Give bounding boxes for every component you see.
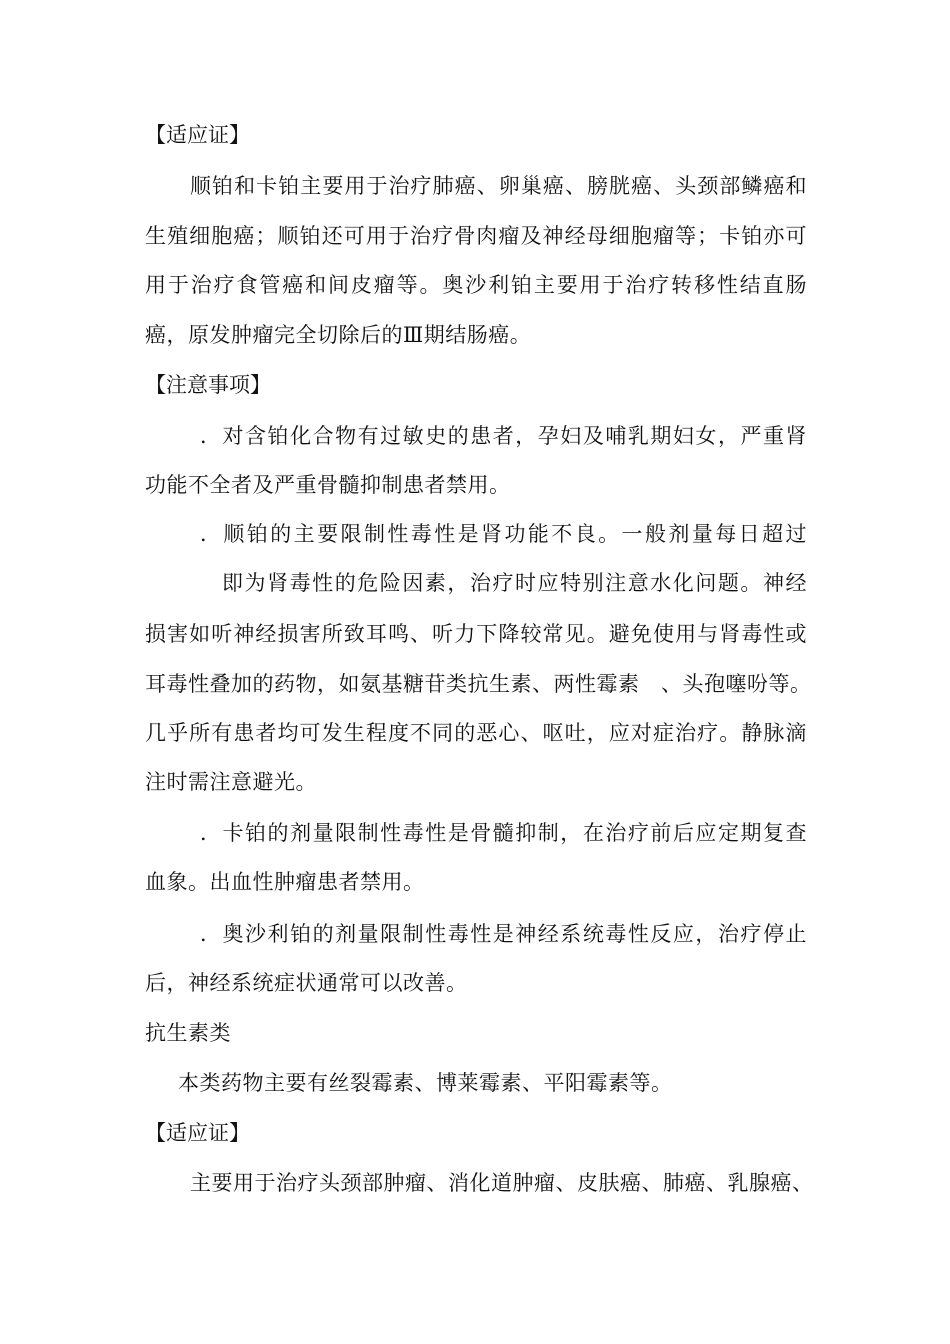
note-line: 注时需注意避光。 — [145, 770, 317, 794]
note-line: 后，神经系统症状通常可以改善。 — [145, 971, 468, 995]
paragraph-line: 生殖细胞癌；顺铂还可用于治疗骨肉瘤及神经母细胞瘤等；卡铂亦可 — [145, 224, 807, 248]
paragraph-line: 顺铂和卡铂主要用于治疗肺癌、卵巢癌、膀胱癌、头颈部鳞癌和 — [190, 174, 807, 198]
paragraph-line: 主要用于治疗头颈部肿瘤、消化道肿瘤、皮肤癌、肺癌、乳腺癌、 — [190, 1171, 814, 1195]
note-line: 耳毒性叠加的药物，如氨基糖苷类抗生素、两性霉素 、头孢噻吩等。 — [145, 672, 812, 696]
note-line: 血象。出血性肿瘤患者禁用。 — [145, 870, 425, 894]
note-line: ．卡铂的剂量限制性毒性是骨髓抑制，在治疗前后应定期复查 — [200, 821, 807, 845]
note-line: 几乎所有患者均可发生程度不同的恶心、呕吐，应对症治疗。静脉滴 — [145, 721, 807, 745]
note-line: ．奥沙利铂的剂量限制性毒性是神经系统毒性反应，治疗停止 — [200, 922, 807, 946]
section-title-antibiotics: 抗生素类 — [145, 1021, 231, 1045]
paragraph-line: 用于治疗食管癌和间皮瘤等。奥沙利铂主要用于治疗转移性结直肠 — [145, 273, 807, 297]
paragraph-line: 本类药物主要有丝裂霉素、博莱霉素、平阳霉素等。 — [178, 1071, 673, 1095]
note-line: ．对含铂化合物有过敏史的患者，孕妇及哺乳期妇女，严重肾 — [200, 424, 807, 448]
heading-indications-2: 【适应证】 — [145, 1121, 250, 1145]
note-line: 功能不全者及严重骨髓抑制患者禁用。 — [145, 473, 511, 497]
note-line: ．顺铂的主要限制性毒性是肾功能不良。一般剂量每日超过 — [200, 522, 807, 546]
paragraph-line: 癌，原发肿瘤完全切除后的Ⅲ期结肠癌。 — [145, 323, 532, 347]
note-line: 损害如听神经损害所致耳鸣、听力下降较常见。避免使用与肾毒性或 — [145, 622, 807, 646]
heading-indications: 【适应证】 — [145, 123, 250, 147]
note-line: 即为肾毒性的危险因素，治疗时应特别注意水化问题。神经 — [222, 571, 807, 595]
heading-precautions: 【注意事项】 — [145, 373, 271, 397]
